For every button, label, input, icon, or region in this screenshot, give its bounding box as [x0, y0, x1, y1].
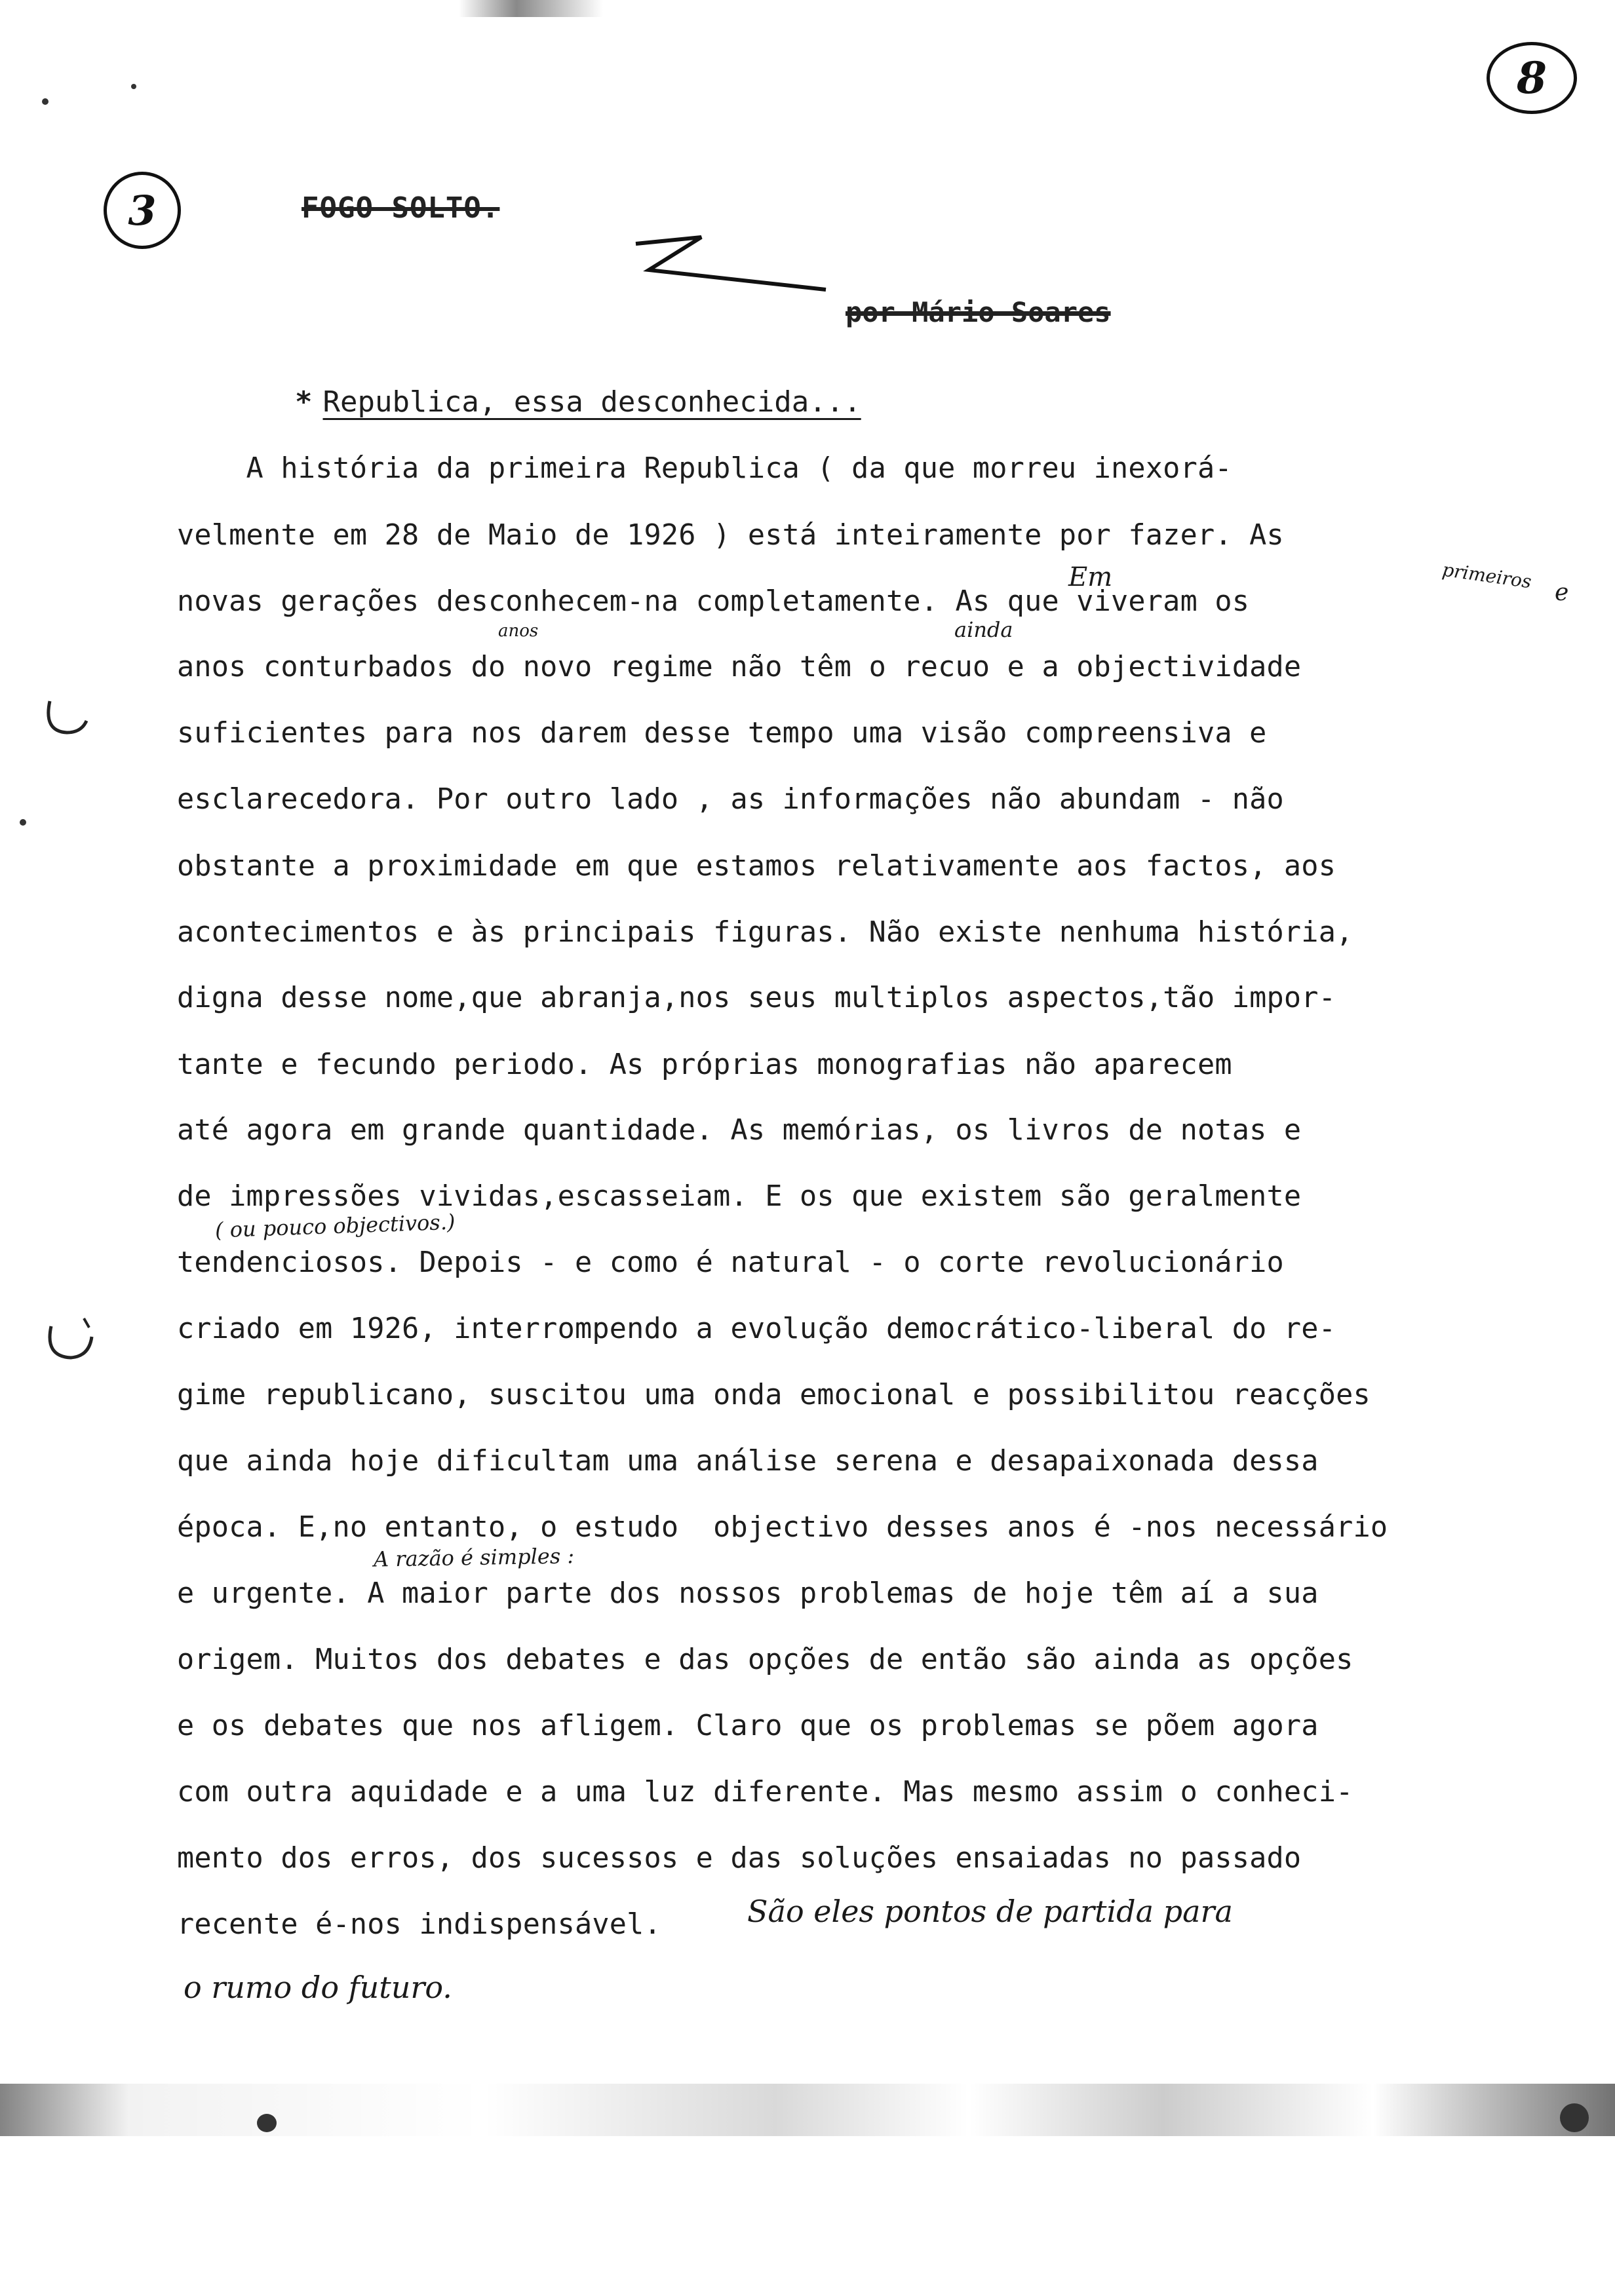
annotation-rumo-futuro: o rumo do futuro. [184, 1970, 452, 2005]
subtitle-text: Republica, essa desconhecida... [322, 385, 861, 419]
annotation-e: e [1555, 579, 1569, 606]
body-line-20: e os debates que nos afligem. Claro que os problemas se põem agora [177, 1710, 1319, 1742]
page-number: 8 [1487, 42, 1577, 114]
body-line-16: que ainda hoje dificultam uma análise serena e desapaixonada dessa [177, 1445, 1319, 1478]
scan-speck [20, 819, 26, 826]
body-line-5: suficientes para nos darem desse tempo uma visão compreensiva e [177, 717, 1267, 750]
body-line-23: recente é-nos indispensável. [177, 1908, 661, 1941]
body-line-7: obstante a proximidade em que estamos relativamente aos factos, aos [177, 850, 1336, 883]
body-line-12: de impressões vividas,escasseiam. E os que existem são geralmente [177, 1180, 1302, 1213]
struck-title: FOGO SOLTO. [302, 191, 500, 225]
annotation-primeiros: primeiros [1441, 558, 1533, 593]
body-line-21: com outra aquidade e a uma luz diferente. Mas mesmo assim o conheci- [177, 1776, 1353, 1808]
scan-speck [257, 2114, 277, 2132]
body-line-9: digna desse nome,que abranja,nos seus multiplos aspectos,tão impor- [177, 982, 1336, 1014]
zigzag-mark-icon [629, 229, 839, 295]
body-line-3: novas gerações desconhecem-na completamente. As que viveram os [177, 585, 1250, 618]
annotation-em: Em [1068, 562, 1113, 592]
margin-mark-icon-2 [41, 1311, 100, 1369]
annotation-ainda: ainda [954, 617, 1013, 642]
annotation-anos: anos [498, 621, 539, 641]
subtitle [295, 385, 861, 419]
annotation-razao-simples: A razão é simples : [373, 1543, 575, 1572]
body-line-19: origem. Muitos dos debates e das opções de então são ainda as opções [177, 1643, 1353, 1676]
body-line-4: anos conturbados do novo regime não têm o recuo e a objectividade [177, 651, 1302, 683]
annotation-pontos-partida: São eles pontos de partida para [747, 1894, 1233, 1929]
body-line-18: e urgente. A maior parte dos nossos problemas de hoje têm aí a sua [177, 1577, 1319, 1610]
body-line-17: época. E,no entanto, o estudo objectivo desses anos é -nos necessário [177, 1511, 1388, 1544]
body-line-11: até agora em grande quantidade. As memórias, os livros de notas e [177, 1114, 1302, 1147]
annotation-pouco-objectivos: ( ou pouco objectivos.) [214, 1209, 456, 1243]
body-line-10: tante e fecundo periodo. As próprias monografias não aparecem [177, 1048, 1232, 1081]
body-line-6: esclarecedora. Por outro lado , as informações não abundam - não [177, 783, 1284, 816]
struck-author: por Mário Soares [846, 296, 1111, 328]
scan-noise-top [459, 0, 603, 17]
body-line-15: gime republicano, suscitou uma onda emocional e possibilitou reacções [177, 1379, 1371, 1411]
scan-speck [131, 84, 136, 89]
scan-noise-bottom [0, 2084, 1615, 2136]
body-line-13: tendenciosos. Depois - e como é natural - o corte revolucionário [177, 1246, 1284, 1279]
scan-speck [42, 98, 49, 105]
asterisk-marker: * [295, 385, 313, 419]
body-line-1: A história da primeira Republica ( da que morreu inexorá- [177, 452, 1232, 485]
section-number: 3 [104, 172, 181, 249]
body-line-2: velmente em 28 de Maio de 1926 ) está inteiramente por fazer. As [177, 519, 1284, 552]
scan-speck [1560, 2103, 1589, 2132]
body-line-14: criado em 1926, interrompendo a evolução democrático-liberal do re- [177, 1312, 1336, 1345]
body-line-8: acontecimentos e às principais figuras. Não existe nenhuma história, [177, 916, 1353, 949]
margin-mark-icon [41, 695, 93, 747]
body-line-22: mento dos erros, dos sucessos e das soluções ensaiadas no passado [177, 1842, 1302, 1875]
